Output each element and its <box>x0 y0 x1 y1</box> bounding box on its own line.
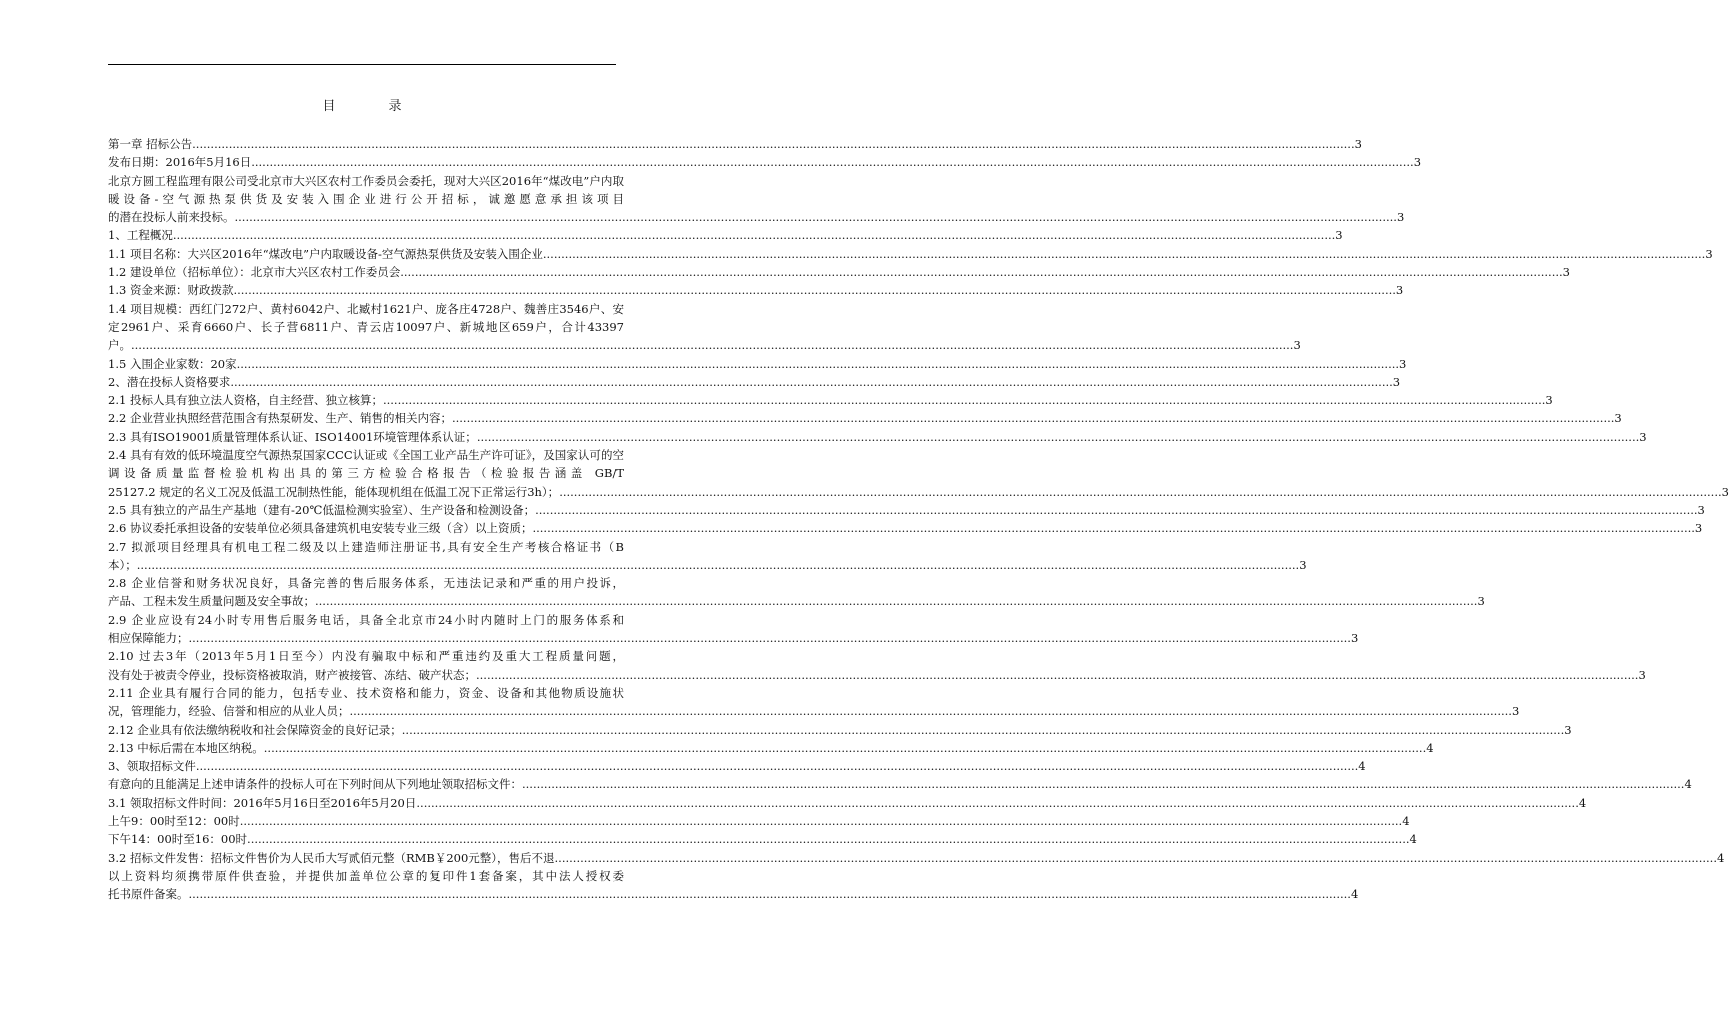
toc-page-number: 3 <box>1293 338 1301 353</box>
dot-leader: .............................................................................................................................................................................................................................................................................................................................. <box>251 155 1414 170</box>
dot-leader: .............................................................................................................................................................................................................................................................................................................................. <box>195 759 1359 774</box>
toc-entry-title: 托书原件备案。 <box>108 887 189 902</box>
toc-entry[interactable] <box>108 757 1366 775</box>
toc-entry[interactable] <box>108 574 1485 611</box>
table-of-contents <box>108 135 1729 903</box>
toc-page-number: 3 <box>1392 374 1401 389</box>
dot-leader: .............................................................................................................................................................................................................................................................................................................................. <box>349 704 1512 719</box>
toc-page-number: 3 <box>1396 210 1405 225</box>
toc-page-number: 4 <box>1717 850 1725 865</box>
dot-leader: .............................................................................................................................................................................................................................................................................................................................. <box>401 722 1565 737</box>
toc-entry-text: 2.10 过去3年（2013年5月1日至今）内没有骗取中标和严重违约及重大工程质量问题， <box>108 649 624 664</box>
dot-leader: .............................................................................................................................................................................................................................................................................................................................. <box>532 521 1695 536</box>
dot-leader: .............................................................................................................................................................................................................................................................................................................................. <box>535 502 1698 517</box>
toc-page-number: 4 <box>1409 832 1417 847</box>
toc-entry-title: 没有处于被责令停业，投标资格被取消，财产被接管、冻结、破产状态； <box>108 667 476 682</box>
toc-page-number: 3 <box>1477 594 1485 609</box>
dot-leader: .............................................................................................................................................................................................................................................................................................................................. <box>131 338 1294 353</box>
toc-entry[interactable] <box>108 391 1553 409</box>
toc-entry[interactable] <box>108 538 1307 575</box>
toc-entry-title: 下午14：00时至16：00时 <box>108 832 248 847</box>
toc-entry-title: 2.12 企业具有依法缴纳税收和社会保障资金的良好记录； <box>108 722 402 737</box>
toc-page-number: 3 <box>1705 246 1713 261</box>
toc-entry-title: 1.3 资金来源：财政拨款 <box>108 283 234 298</box>
toc-entry-title: 第一章 招标公告 <box>108 137 193 151</box>
toc-page-number: 3 <box>1638 667 1646 682</box>
dot-leader: .............................................................................................................................................................................................................................................................................................................................. <box>247 832 1410 847</box>
toc-entry[interactable] <box>108 867 1359 904</box>
toc-entry-title: 3、领取招标文件 <box>108 759 196 774</box>
toc-page-number: 4 <box>1358 759 1366 774</box>
dot-leader: .............................................................................................................................................................................................................................................................................................................................. <box>400 265 1563 280</box>
toc-page-number: 3 <box>1721 484 1729 499</box>
toc-entry[interactable] <box>108 281 1404 299</box>
dot-leader: .............................................................................................................................................................................................................................................................................................................................. <box>315 594 1478 609</box>
toc-entry-text: 2.7 拟派项目经理具有机电工程二级及以上建造师注册证书,具有安全生产考核合格证书（B <box>108 539 624 554</box>
toc-page-number: 3 <box>1694 521 1703 536</box>
dot-leader: .............................................................................................................................................................................................................................................................................................................................. <box>136 557 1300 572</box>
toc-entry[interactable] <box>108 135 1362 153</box>
toc-entry-title: 的潜在投标人前来投标。 <box>108 210 235 225</box>
toc-page-number: 3 <box>1413 155 1422 170</box>
toc-entry-title: 2.5 具有独立的产品生产基地（建有-20℃低温检测实验室）、生产设备和检测设备； <box>108 502 536 517</box>
toc-page-number: 3 <box>1354 137 1362 151</box>
toc-entry[interactable] <box>108 775 1692 793</box>
dot-leader: .............................................................................................................................................................................................................................................................................................................................. <box>263 740 1427 755</box>
toc-entry-title: 2.3 具有ISO19001质量管理体系认证、ISO14001环境管理体系认证； <box>108 429 477 444</box>
toc-entry-title: 1.5 入围企业家数：20家 <box>108 356 237 371</box>
toc-entry[interactable] <box>108 721 1572 739</box>
dot-leader: .............................................................................................................................................................................................................................................................................................................................. <box>236 356 1400 371</box>
toc-entry[interactable] <box>108 611 1359 648</box>
toc-page-number: 3 <box>1511 704 1520 719</box>
dot-leader: .............................................................................................................................................................................................................................................................................................................................. <box>476 667 1639 682</box>
dot-leader: .............................................................................................................................................................................................................................................................................................................................. <box>239 813 1403 828</box>
toc-entry-title: 2、潜在投标人资格要求 <box>108 374 231 389</box>
toc-entry-title: 相应保障能力； <box>108 631 189 646</box>
toc-page-number: 3 <box>1350 631 1359 646</box>
toc-entry[interactable] <box>108 428 1647 446</box>
toc-entry-title: 上午9：00时至12：00时 <box>108 813 240 828</box>
dot-leader: .............................................................................................................................................................................................................................................................................................................................. <box>554 850 1717 865</box>
toc-entry[interactable] <box>108 501 1705 519</box>
header-rule <box>108 64 616 65</box>
toc-entry-title: 1、工程概况 <box>108 228 173 243</box>
toc-entry-text: 北京方圆工程监理有限公司受北京市大兴区农村工作委员会委托，现对大兴区2016年“煤改电”户内取暖设备-空气源热泵供货及安装入围企业进行公开招标，诚邀愿意承担该项目 <box>108 173 624 206</box>
toc-entry-text: 以上资料均须携带原件供查验，并提供加盖单位公章的复印件1套备案，其中法人授权委 <box>108 868 624 883</box>
toc-entry[interactable] <box>108 355 1407 373</box>
dot-leader: .............................................................................................................................................................................................................................................................................................................................. <box>451 411 1615 426</box>
dot-leader: .............................................................................................................................................................................................................................................................................................................................. <box>172 228 1336 243</box>
toc-entry[interactable] <box>108 300 1301 355</box>
toc-page-number: 4 <box>1426 740 1434 755</box>
toc-page-number: 3 <box>1614 411 1622 426</box>
dot-leader: .............................................................................................................................................................................................................................................................................................................................. <box>522 777 1685 792</box>
toc-page-number: 3 <box>1395 283 1404 298</box>
toc-entry-text: 2.8 企业信誉和财务状况良好，具备完善的售后服务体系，无违法记录和严重的用户投诉， <box>108 576 624 591</box>
toc-entry[interactable] <box>108 794 1587 812</box>
toc-entry-title: 有意向的且能满足上述申请条件的投标人可在下列时间从下列地址领取招标文件： <box>108 777 522 792</box>
toc-entry[interactable] <box>108 519 1703 537</box>
toc-entry[interactable] <box>108 684 1520 721</box>
toc-entry-title: 3.1 领取招标文件时间：2016年5月16日至2016年5月20日 <box>108 795 417 810</box>
toc-entry[interactable] <box>108 153 1422 171</box>
dot-leader: .............................................................................................................................................................................................................................................................................................................................. <box>233 283 1396 298</box>
toc-page-number: 3 <box>1639 429 1647 444</box>
toc-page-number: 4 <box>1350 887 1359 902</box>
toc-page-number: 3 <box>1335 228 1343 243</box>
toc-page-number: 3 <box>1697 502 1705 517</box>
dot-leader: .............................................................................................................................................................................................................................................................................................................................. <box>476 429 1640 444</box>
toc-page-number: 3 <box>1399 356 1407 371</box>
dot-leader: .............................................................................................................................................................................................................................................................................................................................. <box>188 887 1351 902</box>
toc-entry-title: 况，管理能力，经验、信誉和相应的从业人员； <box>108 704 350 719</box>
toc-entry[interactable] <box>108 739 1434 757</box>
dot-leader: .............................................................................................................................................................................................................................................................................................................................. <box>188 631 1351 646</box>
toc-entry[interactable] <box>108 446 1729 501</box>
toc-entry-title: 发布日期：2016年5月16日 <box>108 155 252 170</box>
toc-entry[interactable] <box>108 245 1713 263</box>
dot-leader: .............................................................................................................................................................................................................................................................................................................................. <box>542 246 1706 261</box>
toc-page-number: 3 <box>1562 265 1570 280</box>
toc-entry-text: 2.4 具有有效的低环境温度空气源热泵国家CCC认证或《全国工业产品生产许可证》，及国家认可的空调设备质量监督检验机构出具的第三方检验合格报告（检验报告涵盖 GB/T <box>108 448 624 481</box>
toc-entry[interactable] <box>108 373 1401 391</box>
toc-entry[interactable] <box>108 263 1570 281</box>
dot-leader: .............................................................................................................................................................................................................................................................................................................................. <box>230 374 1393 389</box>
toc-entry-title: 2.1 投标人具有独立法人资格，自主经营、独立核算； <box>108 393 383 408</box>
toc-page-number: 3 <box>1564 722 1572 737</box>
dot-leader: .............................................................................................................................................................................................................................................................................................................................. <box>416 795 1579 810</box>
toc-entry-title: 1.1 项目名称：大兴区2016年“煤改电”户内取暖设备-空气源热泵供货及安装入围企业 <box>108 246 543 261</box>
toc-entry-text: 1.4 项目规模：西红门272户、黄村6042户、北臧村1621户、庞各庄4728户、魏善庄3546户、安定2961户、采育6660户、长子营6811户、青云店10097户、新城地区659户，合计43397 <box>108 301 624 334</box>
toc-entry[interactable] <box>108 812 1410 830</box>
toc-entry-title: 产品、工程未发生质量问题及安全事故； <box>108 594 315 609</box>
toc-entry-title: 1.2 建设单位（招标单位）：北京市大兴区农村工作委员会 <box>108 265 401 280</box>
dot-leader: .............................................................................................................................................................................................................................................................................................................................. <box>234 210 1397 225</box>
dot-leader: .............................................................................................................................................................................................................................................................................................................................. <box>382 393 1546 408</box>
toc-entry-title: 25127.2 规定的名义工况及低温工况制热性能，能体现机组在低温工况下正常运行3h）； <box>108 484 560 499</box>
page-title: 目 录 <box>322 99 422 114</box>
toc-entry[interactable] <box>108 226 1343 244</box>
toc-entry[interactable] <box>108 647 1646 684</box>
toc-entry-title: 户。 <box>108 338 131 353</box>
toc-entry-title: 2.13 中标后需在本地区纳税。 <box>108 740 264 755</box>
toc-entry-title: 2.6 协议委托承担设备的安装单位必须具备建筑机电安装专业三级（含）以上资质； <box>108 521 533 536</box>
toc-entry[interactable] <box>108 849 1725 867</box>
toc-entry[interactable] <box>108 172 1405 227</box>
toc-page-number: 4 <box>1578 795 1587 810</box>
toc-page-number: 3 <box>1545 393 1553 408</box>
toc-entry[interactable] <box>108 409 1622 427</box>
toc-entry[interactable] <box>108 830 1417 848</box>
toc-page-number: 4 <box>1684 777 1692 792</box>
dot-leader: .............................................................................................................................................................................................................................................................................................................................. <box>192 137 1355 151</box>
toc-entry-text: 2.11 企业具有履行合同的能力，包括专业、技术资格和能力，资金、设备和其他物质设施状 <box>108 685 624 700</box>
toc-page-number: 3 <box>1299 557 1307 572</box>
dot-leader: .............................................................................................................................................................................................................................................................................................................................. <box>559 484 1722 499</box>
toc-page-number: 4 <box>1402 813 1410 828</box>
toc-entry-title: 2.2 企业营业执照经营范围含有热泵研发、生产、销售的相关内容； <box>108 411 452 426</box>
toc-entry-title: 本）； <box>108 557 137 572</box>
toc-entry-text: 2.9 企业应设有24小时专用售后服务电话，具备全北京市24小时内随时上门的服务体系和 <box>108 612 624 627</box>
toc-entry-title: 3.2 招标文件发售：招标文件售价为人民币大写贰佰元整（RMB￥200元整），售后不退 <box>108 850 555 865</box>
